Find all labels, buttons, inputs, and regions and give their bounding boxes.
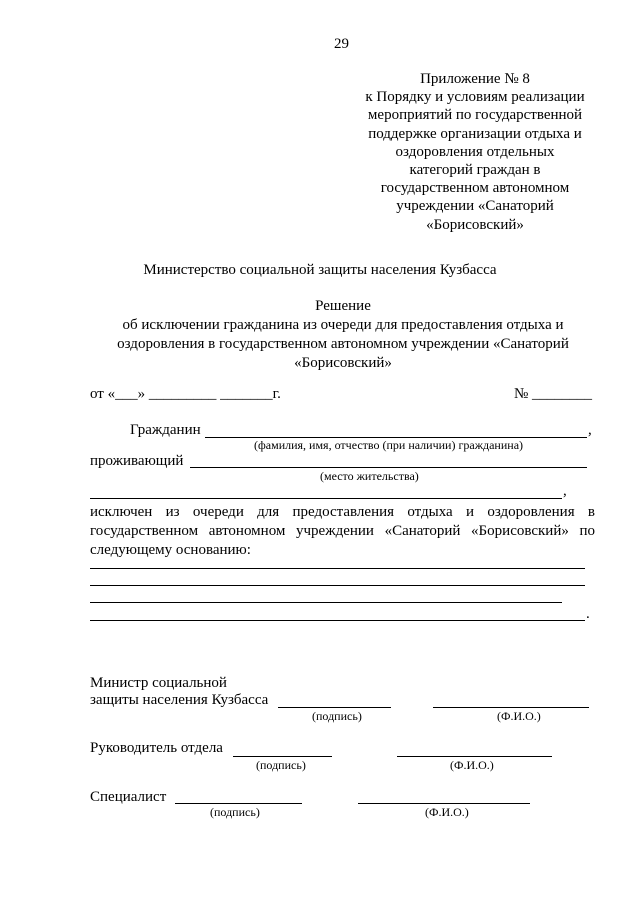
head-fio-caption: (Ф.И.О.)	[450, 758, 494, 772]
head-sign-line[interactable]	[233, 756, 332, 757]
citizen-comma: ,	[588, 422, 592, 438]
head-fio-line[interactable]	[397, 756, 552, 757]
head-label: Руководитель отдела	[90, 740, 223, 756]
specialist-fio-caption: (Ф.И.О.)	[425, 805, 469, 819]
specialist-fio-line[interactable]	[358, 803, 530, 804]
decision-subtitle-line: «Борисовский»	[294, 355, 392, 371]
decision-subtitle-line: оздоровления в государственном автономном учреждении «Санаторий	[117, 336, 569, 352]
appendix-line: категорий граждан в	[409, 162, 541, 179]
minister-sign-line[interactable]	[278, 707, 391, 708]
appendix-line: государственном автономном	[380, 180, 570, 197]
residence-line[interactable]	[190, 467, 587, 468]
minister-sign-caption: (подпись)	[312, 709, 362, 723]
date-field[interactable]: от «___» _________ _______г.	[90, 386, 281, 402]
reason-line[interactable]	[90, 602, 562, 603]
specialist-label: Специалист	[90, 789, 167, 805]
specialist-sign-line[interactable]	[175, 803, 302, 804]
decision-subtitle-line: об исключении гражданина из очереди для предоставления отдыха и	[122, 317, 564, 333]
appendix-line: оздоровления отдельных	[395, 143, 555, 160]
number-field[interactable]: № ________	[514, 386, 593, 402]
residence-line-2[interactable]	[90, 498, 562, 499]
citizen-caption: (фамилия, имя, отчество (при наличии) гражданина)	[254, 438, 524, 452]
page-number: 29	[334, 36, 349, 52]
specialist-sign-caption: (подпись)	[210, 805, 260, 819]
reason-line[interactable]	[90, 585, 585, 586]
appendix-line: поддержке организации отдыха и	[368, 125, 582, 142]
residence-label: проживающий	[90, 453, 184, 469]
appendix-line: к Порядку и условиям реализации	[365, 89, 585, 106]
residence-comma: ,	[563, 483, 567, 499]
residence-caption: (место жительства)	[320, 469, 419, 483]
minister-fio-caption: (Ф.И.О.)	[497, 709, 541, 723]
appendix-line: мероприятий по государственной	[367, 107, 583, 124]
reason-line[interactable]	[90, 568, 585, 569]
decision-subtitle	[0, 316, 640, 373]
appendix-line: «Борисовский»	[426, 216, 524, 233]
excluded-paragraph: исключен из очереди для предоставления отдыха и оздоровления в государственном автономном учреждении «Санаторий «Борисовский» по следующему основанию:	[90, 504, 595, 558]
ministry-name: Министерство социальной защиты населения Кузбасса	[143, 262, 497, 278]
decision-title: Решение	[315, 298, 371, 314]
appendix-line: учреждении «Санаторий	[396, 198, 554, 215]
citizen-label: Гражданин	[130, 422, 201, 438]
minister-title-line2: защиты населения Кузбасса	[90, 692, 269, 708]
minister-title-line1: Министр социальной	[90, 675, 227, 691]
minister-fio-line[interactable]	[433, 707, 589, 708]
appendix-line: Приложение № 8	[420, 71, 530, 87]
reason-period: .	[586, 606, 590, 622]
appendix-block	[360, 70, 590, 234]
head-sign-caption: (подпись)	[256, 758, 306, 772]
reason-line[interactable]	[90, 620, 585, 621]
